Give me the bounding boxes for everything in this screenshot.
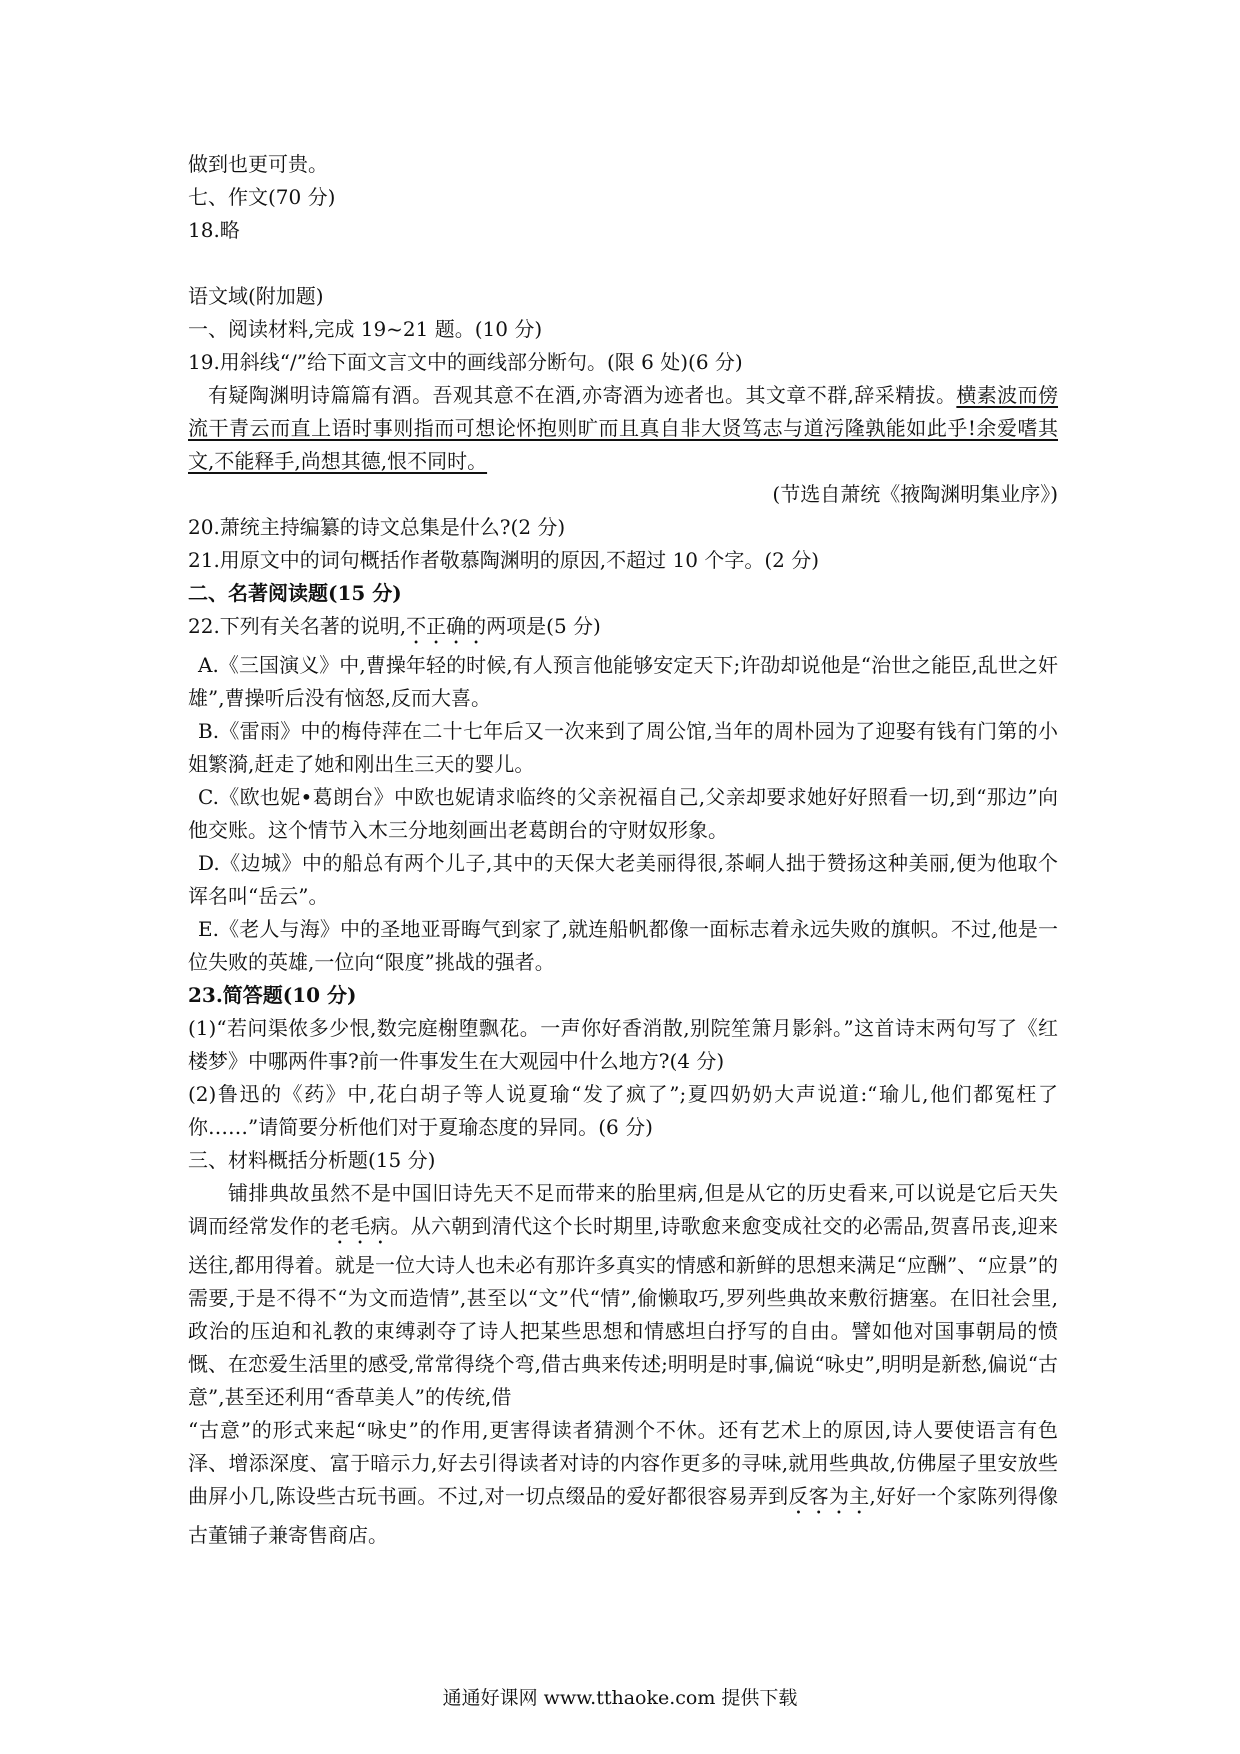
question-22-emphasis: 不正确的 [406, 614, 487, 638]
text-line: 做到也更可贵。 [188, 152, 328, 176]
question-19: 19.用斜线“/”给下面文言文中的画线部分断句。(限 6 处)(6 分) [188, 350, 743, 374]
question-22 [188, 610, 1058, 649]
question-23-part-2: (2)鲁迅的《药》中,花白胡子等人说夏瑜“发了疯了”;夏四奶奶大声说道:“瑜儿,他们都冤枉了你……”请简要分析他们对于夏瑜态度的异同。(6 分) [188, 1082, 1058, 1139]
material-paragraph-2 [188, 1414, 1058, 1552]
spacer [188, 247, 1058, 280]
option-e: E.《老人与海》中的圣地亚哥晦气到家了,就连船帆都像一面标志着永远失败的旗帜。不过,他是一位失败的英雄,一位向“限度”挑战的强者。 [188, 917, 1058, 974]
material-text: 。从六朝到清代这个长时期里,诗歌愈来愈变成社交的必需品,贺喜吊丧,迎来送往,都用得着。就是一位大诗人也未必有那许多真实的情感和新鲜的思想来满足“应酬”、“应景”的需要,于是不得不“为文而造情”,甚至以“文”代“情”,偷懒取巧,罗列些典故来敷衍搪塞。在旧社会里,政治的压迫和礼教的束缚剥夺了诗人把某些思想和情感坦白抒写的自由。譬如他对国事朝局的愤慨、在恋爱生活里的感受,常常得绕个弯,借古典来传述;明明是时事,偏说“咏史”,明明是新愁,偏说“古意”,甚至还利用“香草美人”的传统,借 [188, 1214, 1059, 1409]
section-heading-reading: 一、阅读材料,完成 19~21 题。(10 分) [188, 317, 543, 341]
section-heading-classics: 二、名著阅读题(15 分) [188, 581, 402, 605]
option-d: D.《边城》中的船总有两个儿子,其中的天保大老美丽得很,茶峒人拙于赞扬这种美丽,便为他取个诨名叫“岳云”。 [188, 851, 1058, 908]
material-text: “古意”的形式来起“咏史”的作用,更害得读者猜测个不休。还有艺术上的原因,诗人要使语言有色泽、增添深度、富于暗示力,好去引得读者对诗的内容作更多的寻味,就用些典故,仿佛屋子里安放些曲屏小几,陈设些古玩书画。不过,对一切点缀品的爱好都很容易弄到 [188, 1418, 1058, 1508]
document-body [188, 148, 1058, 1552]
material-text: ,好好一个家陈列得像古董铺子兼寄售商店。 [188, 1484, 1059, 1547]
option-c: C.《欧也妮•葛朗台》中欧也妮请求临终的父亲祝福自己,父亲却要求她好好照看一切,到“那边”向他交账。这个情节入木三分地刻画出老葛朗台的守财奴形象。 [188, 785, 1058, 842]
option-a: A.《三国演义》中,曹操年轻的时候,有人预言他能够安定天下;许劭却说他是“治世之能臣,乱世之奸雄”,曹操听后没有恼怒,反而大喜。 [188, 653, 1058, 710]
question-22-pre: 22.下列有关名著的说明, [188, 614, 407, 638]
classical-passage [188, 379, 1058, 478]
section-heading-bonus: 语文域(附加题) [188, 284, 324, 308]
emphasized-term: 老毛病 [329, 1214, 391, 1238]
question-23-heading: 23.简答题(10 分) [188, 983, 357, 1007]
section-heading-composition: 七、作文(70 分) [188, 185, 336, 209]
page-footer: 通通好课网 www.tthaoke.com 提供下载 [442, 1687, 798, 1709]
question-23-part-1: (1)“若问渠侬多少恨,数完庭榭堕飘花。一声你好香消散,别院笙箫月影斜。”这首诗末两句写了《红楼梦》中哪两件事?前一件事发生在大观园中什么地方?(4 分) [188, 1016, 1058, 1073]
answer-line: 18.略 [188, 218, 240, 242]
classical-passage-plain: 有疑陶渊明诗篇篇有酒。吾观其意不在酒,亦寄酒为迹者也。其文章不群,辞采精拔。 [208, 383, 957, 407]
option-b: B.《雷雨》中的梅侍萍在二十七年后又一次来到了周公馆,当年的周朴园为了迎娶有钱有门第的小姐繁漪,赶走了她和刚出生三天的婴儿。 [188, 719, 1058, 776]
material-text: 铺排典故虽然不是中国旧诗先天不足而带来的胎里病,但是从它的历史看来,可以说是它后天失调而经常发作的 [188, 1181, 1058, 1238]
classical-passage-underlined: 横素波而傍流干青云而直上语时事则指而可想论怀抱则旷而且真自非大贤笃志与道污隆孰能如此乎!余爱嗜其文,不能释手,尚想其德,恨不同时。 [188, 383, 1059, 473]
emphasized-term: 反客为主 [788, 1484, 870, 1508]
question-21: 21.用原文中的词句概括作者敬慕陶渊明的原因,不超过 10 个字。(2 分) [188, 548, 820, 572]
material-paragraph-1 [188, 1177, 1058, 1414]
question-22-post: 两项是(5 分) [486, 614, 601, 638]
passage-source: (节选自萧统《掖陶渊明集业序》) [772, 482, 1058, 506]
section-heading-material: 三、材料概括分析题(15 分) [188, 1148, 436, 1172]
question-20: 20.萧统主持编纂的诗文总集是什么?(2 分) [188, 515, 566, 539]
